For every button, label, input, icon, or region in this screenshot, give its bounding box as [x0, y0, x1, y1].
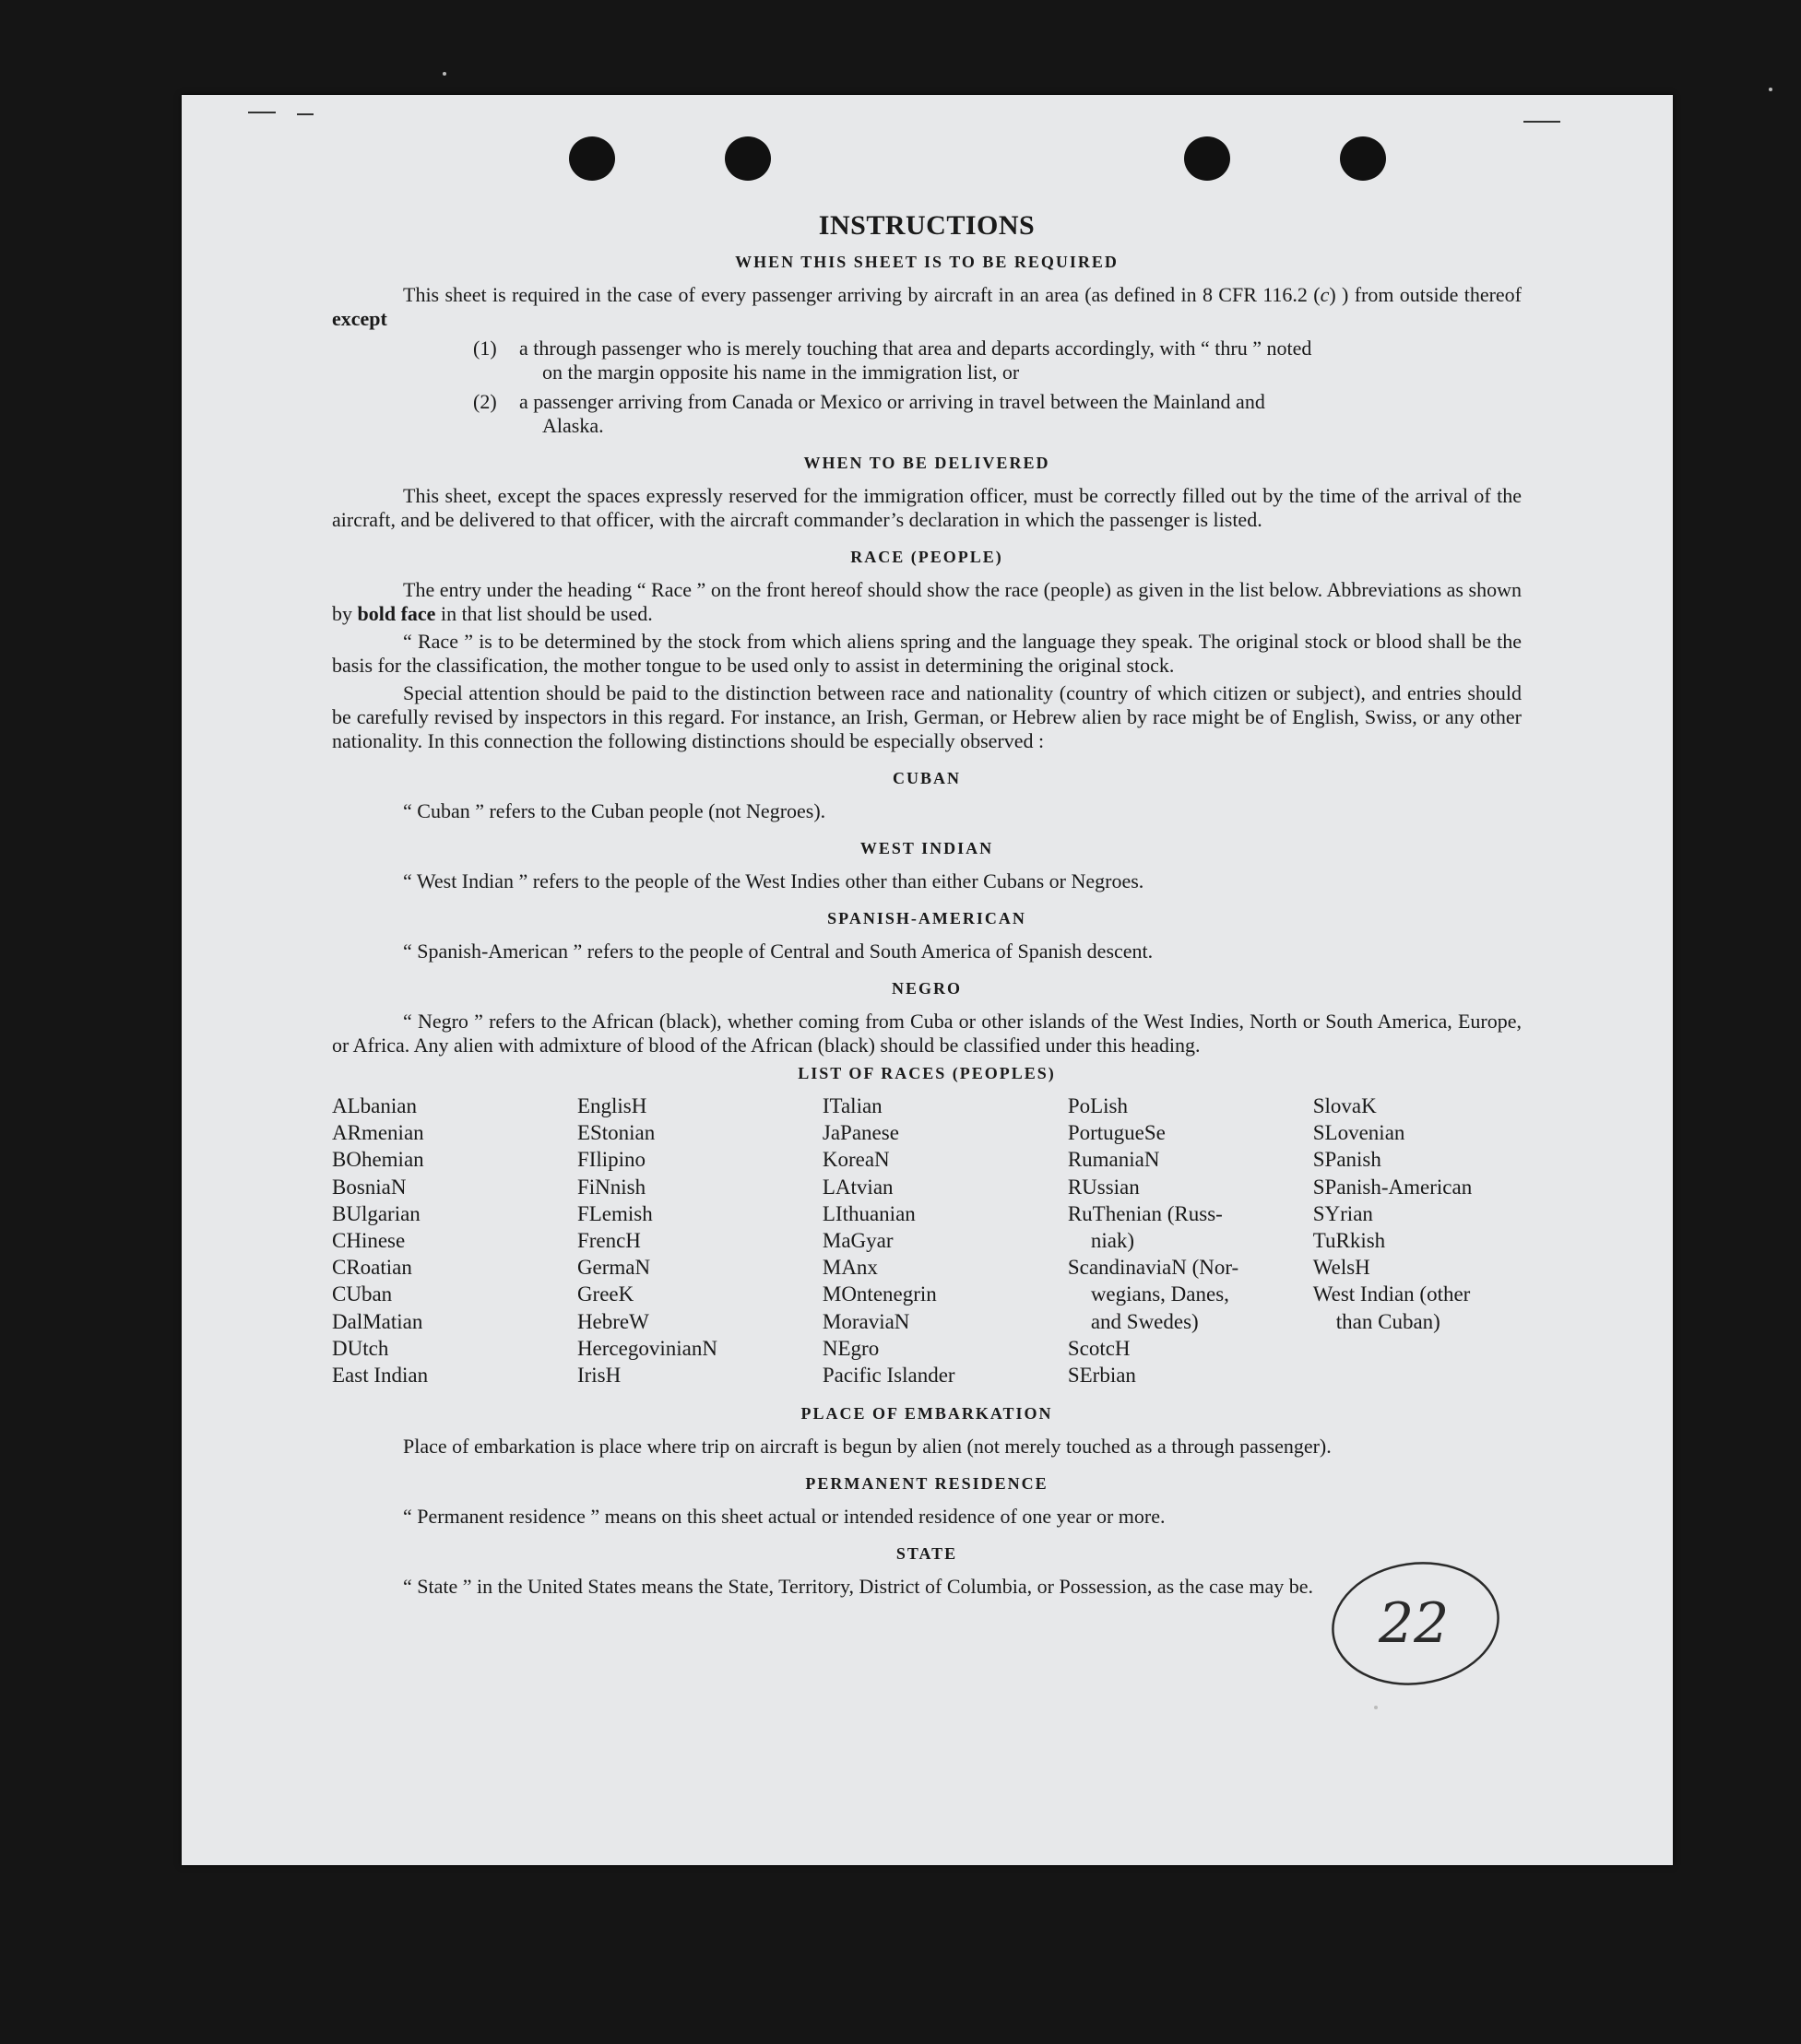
section-heading-required: WHEN THIS SHEET IS TO BE REQUIRED: [735, 253, 1119, 271]
margin-mark: [1523, 121, 1560, 123]
document-page: [182, 95, 1673, 1865]
section-heading-embarkation: PLACE OF EMBARKATION: [800, 1404, 1053, 1424]
races-column-3: [823, 1093, 1068, 1388]
race-entry: SYrian: [1312, 1201, 1373, 1225]
race-entry: MaGyar: [822, 1229, 894, 1253]
race-entry: FrencH: [576, 1229, 641, 1253]
punch-hole: [725, 136, 771, 181]
race-entry: wegians, Danes,: [1090, 1282, 1229, 1306]
race-entry: PoLish: [1067, 1094, 1128, 1117]
negro-text: “ Negro ” refers to the African (black), whether coming from Cuba or other islands of the West Indies, North or South America, Europe, or Africa. Any alien with admixture of blood of the African (black) should be classified under this heading.: [332, 1010, 1522, 1057]
race-paragraph-3: Special attention should be paid to the distinction between race and nationality (country of which citizen or subject), and entries should be carefully revised by inspectors in this regard. For instance, an Irish, German, or Hebrew alien by race might be of English, Swiss, or any other nationality. In this connection the following distinctions should be especially observed :: [332, 681, 1522, 752]
race-entry: DUtch: [332, 1336, 389, 1360]
punch-hole: [1340, 136, 1386, 181]
races-column-2: [577, 1093, 823, 1388]
section-heading-state: STATE: [895, 1544, 958, 1564]
race-entry: ITalian: [822, 1094, 883, 1117]
race-entry: LIthuanian: [822, 1201, 916, 1225]
race-entry: IrisH: [576, 1364, 622, 1388]
scan-speck: [443, 72, 446, 76]
section-heading-negro: NEGRO: [891, 979, 962, 998]
section-heading-west-indian: WEST INDIAN: [859, 839, 994, 857]
race-entry: CHinese: [332, 1229, 406, 1253]
race-entry: HercegovinianN: [576, 1336, 717, 1360]
race-paragraph-1: The entry under the heading “ Race ” on the front hereof should show the race (people) as given in the list below. Abbreviations as shown by bold face in that list should be used.: [332, 578, 1522, 625]
race-entry: SLovenian: [1312, 1121, 1405, 1145]
race-entry: niak): [1090, 1229, 1135, 1253]
margin-mark: [248, 112, 276, 113]
race-entry: than Cuban): [1335, 1309, 1440, 1333]
race-entry: RuThenian (Russ-: [1067, 1201, 1223, 1225]
exception-item-1: (1) a through passenger who is merely touching that area and departs accordingly, with “ thru ” noted on the margin opposite his name in the immigration list, or: [473, 337, 1312, 384]
races-column-5: [1313, 1093, 1522, 1388]
race-entry: BosniaN: [332, 1175, 407, 1199]
races-column-4: [1068, 1093, 1313, 1388]
race-entry: FiNnish: [576, 1175, 646, 1199]
race-paragraph-2: “ Race ” is to be determined by the stock from which aliens spring and the language they speak. The original stock or blood shall be the basis for the classification, the mother tongue to be used only to assist in determining the original stock.: [332, 630, 1522, 677]
race-entry: LAtvian: [822, 1175, 894, 1199]
west-indian-text: “ West Indian ” refers to the people of the West Indies other than either Cubans or Negroes.: [403, 869, 1144, 892]
races-column-1: [332, 1093, 577, 1388]
race-entry: KoreaN: [822, 1148, 890, 1172]
section-heading-delivered: WHEN TO BE DELIVERED: [803, 454, 1050, 472]
state-text: “ State ” in the United States means the State, Territory, District of Columbia, or Possession, as the case may be.: [403, 1575, 1314, 1599]
permanent-residence-text: “ Permanent residence ” means on this sheet actual or intended residence of one year or more.: [403, 1505, 1166, 1529]
delivered-text: This sheet, except the spaces expressly reserved for the immigration officer, must be correctly filled out by the time of the arrival of the aircraft, and be delivered to that officer, with the aircraft commander’s declaration in which the passenger is listed.: [332, 484, 1522, 531]
race-entry: RumaniaN: [1067, 1148, 1160, 1172]
race-entry: GreeK: [576, 1282, 634, 1306]
race-entry: SErbian: [1067, 1364, 1136, 1388]
race-entry: ALbanian: [332, 1094, 417, 1117]
race-entry: JaPanese: [822, 1121, 899, 1145]
races-list: [332, 1093, 1522, 1388]
instructions-body: [332, 209, 1522, 1599]
race-entry: BOhemian: [332, 1148, 424, 1172]
required-intro: This sheet is required in the case of every passenger arriving by aircraft in an area (as defined in 8 CFR 116.2 (c) ) from outside thereof except: [332, 283, 1522, 330]
section-heading-permanent-residence: PERMANENT RESIDENCE: [805, 1474, 1049, 1494]
race-entry: FLemish: [576, 1201, 653, 1225]
race-entry: Pacific Islander: [822, 1364, 955, 1388]
punch-hole: [569, 136, 615, 181]
race-entry: WelsH: [1312, 1256, 1370, 1280]
race-entry: SPanish-American: [1312, 1175, 1473, 1199]
section-heading-cuban: CUBAN: [892, 769, 961, 787]
scan-speck: [1769, 88, 1772, 91]
exception-item-2: (2) a passenger arriving from Canada or Mexico or arriving in travel between the Mainland and Alaska.: [473, 390, 1265, 437]
scan-speck: [1374, 1706, 1378, 1709]
spanish-american-text: “ Spanish-American ” refers to the people of Central and South America of Spanish descent.: [403, 939, 1154, 963]
race-entry: ScotcH: [1067, 1336, 1131, 1360]
race-entry: RUssian: [1067, 1175, 1140, 1199]
handwritten-page-number: [1328, 1557, 1508, 1691]
punch-hole: [1184, 136, 1230, 181]
race-entry: BUlgarian: [332, 1201, 421, 1225]
race-entry: West Indian (other: [1312, 1282, 1471, 1306]
race-entry: FIlipino: [576, 1148, 646, 1172]
race-entry: TuRkish: [1312, 1229, 1386, 1253]
annotation-number: 22: [1379, 1591, 1450, 1656]
embarkation-text: Place of embarkation is place where trip on aircraft is begun by alien (not merely touched as a through passenger).: [403, 1435, 1332, 1459]
race-entry: HebreW: [576, 1309, 649, 1333]
section-heading-race: RACE (PEOPLE): [850, 548, 1003, 566]
margin-mark: [297, 113, 314, 115]
race-entry: DalMatian: [332, 1309, 423, 1333]
race-entry: MAnx: [822, 1256, 878, 1280]
race-entry: CRoatian: [332, 1256, 412, 1280]
section-heading-spanish-american: SPANISH-AMERICAN: [827, 909, 1026, 927]
race-entry: EnglisH: [576, 1094, 647, 1117]
section-heading-list-of-races: LIST OF RACES (PEOPLES): [798, 1064, 1056, 1082]
race-entry: East Indian: [332, 1364, 429, 1388]
race-entry: SlovaK: [1312, 1094, 1377, 1117]
race-entry: MOntenegrin: [822, 1282, 937, 1306]
race-entry: CUban: [332, 1282, 393, 1306]
race-entry: and Swedes): [1090, 1309, 1199, 1333]
race-entry: PortugueSe: [1067, 1121, 1166, 1145]
race-entry: EStonian: [576, 1121, 656, 1145]
race-entry: ScandinaviaN (Nor-: [1067, 1256, 1239, 1280]
race-entry: SPanish: [1312, 1148, 1381, 1172]
cuban-text: “ Cuban ” refers to the Cuban people (not Negroes).: [403, 799, 826, 822]
race-entry: ARmenian: [332, 1121, 424, 1145]
race-entry: MoraviaN: [822, 1309, 910, 1333]
race-entry: NEgro: [822, 1336, 880, 1360]
race-entry: GermaN: [576, 1256, 651, 1280]
page-title: INSTRUCTIONS: [818, 210, 1036, 241]
